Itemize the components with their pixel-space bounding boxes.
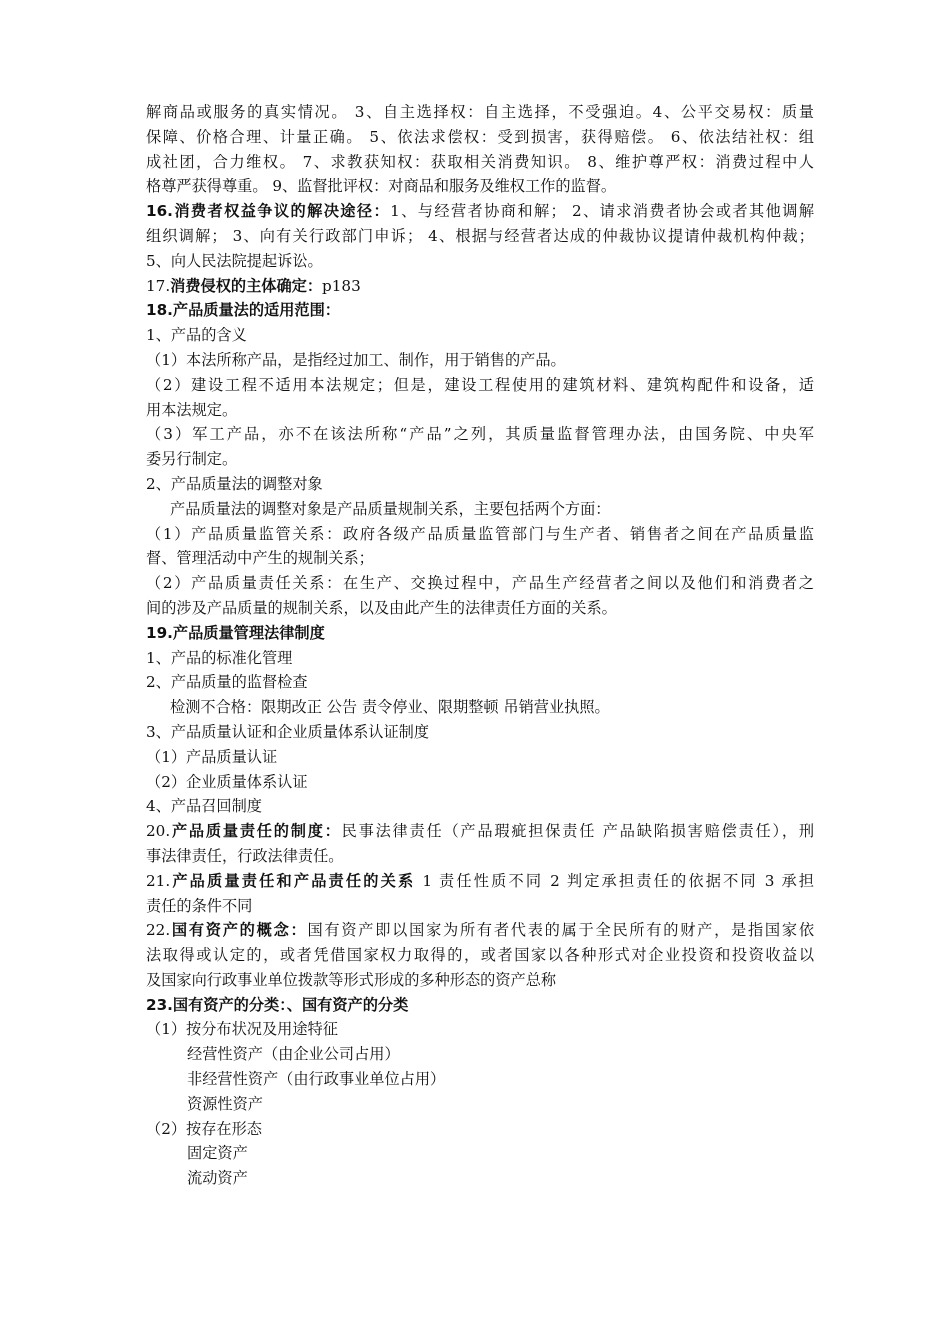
section-title: 产品质量责任和产品责任的关系 <box>170 871 416 890</box>
text-line: 间的涉及产品质量的规制关系，以及由此产生的法律责任方面的关系。 <box>146 598 617 617</box>
section-text: 1、与经营者协商和解； 2、请求消费者协会或者其他调解 <box>390 202 814 221</box>
text-line: （3）军工产品，亦不在该法所称“产品”之列，其质量监督管理办法，由国务院、中央军 <box>146 425 814 444</box>
text-line: （1）本法所称产品，是指经过加工、制作，用于销售的产品。 <box>146 350 566 369</box>
section-number: 23. <box>146 995 173 1014</box>
section-title: 消费者权益争议的解决途径： <box>172 202 391 221</box>
text-line: （2）企业质量体系认证 <box>146 772 308 791</box>
section-heading-20 <box>146 819 814 844</box>
text-line: （2）建设工程不适用本法规定；但是，建设工程使用的建筑材料、建筑构配件和设备，适 <box>146 375 814 394</box>
text-line: 用本法规定。 <box>146 400 238 419</box>
text-line: 5、向人民法院提起诉讼。 <box>146 251 323 270</box>
document-page <box>146 100 814 1191</box>
section-number: 17. <box>146 276 171 295</box>
text-line: 2、产品质量法的调整对象 <box>146 474 323 493</box>
section-text: 国有资产即以国家为所有者代表的属于全民所有的财产，是指国家依 <box>307 921 814 940</box>
text-line: 检测不合格：限期改正 公告 责令停业、限期整顿 吊销营业执照。 <box>170 698 610 717</box>
text-line: 责任的条件不同 <box>146 896 253 915</box>
text-line: 委另行制定。 <box>146 450 238 469</box>
section-title: 产品质量法的适用范围： <box>172 301 340 320</box>
section-title: 国有资产的概念： <box>170 921 308 940</box>
section-heading-22 <box>146 918 814 943</box>
text-line: 格尊严获得尊重。 9、监督批评权：对商品和服务及维权工作的监督。 <box>146 177 617 196</box>
text-line: （1）产品质量认证 <box>146 747 278 766</box>
section-title: 产品质量责任的制度： <box>170 822 342 841</box>
section-heading-18 <box>146 298 814 323</box>
text-line: 成社团，合力维权。 7、求教获知权：获取相关消费知识。 8、维护尊严权：消费过程中人 <box>146 152 814 171</box>
text-line: 保障、价格合理、计量正确。 5、依法求偿权：受到损害，获得赔偿。 6、依法结社权：组 <box>146 127 814 146</box>
text-line: 解商品或服务的真实情况。 3、自主选择权：自主选择，不受强迫。4、公平交易权：质量 <box>146 103 814 121</box>
section-number: 21. <box>146 871 171 890</box>
text-line: 1、产品的含义 <box>146 326 247 345</box>
text-line: 1、产品的标准化管理 <box>146 648 293 667</box>
section-heading-17 <box>146 274 814 299</box>
text-line: （2）产品质量责任关系：在生产、交换过程中，产品生产经营者之间以及他们和消费者之 <box>146 574 814 593</box>
text-line: 及国家向行政事业单位拨款等形式形成的多种形态的资产总称 <box>146 970 557 989</box>
section-heading-21 <box>146 869 814 894</box>
text-line: （1）产品质量监管关系：政府各级产品质量监管部门与生产者、销售者之间在产品质量监 <box>146 524 814 543</box>
text-line: 非经营性资产（由行政事业单位占用） <box>187 1070 446 1089</box>
text-line: 组织调解； 3、向有关行政部门申诉； 4、根据与经营者达成的仲裁协议提请仲裁机构仲裁； <box>146 226 814 245</box>
section-number: 22. <box>146 921 171 940</box>
section-title: 消费侵权的主体确定： <box>170 276 323 295</box>
section-text: 1 责任性质不同 2 判定承担责任的依据不同 3 承担 <box>415 871 814 890</box>
section-text: 民事法律责任（产品瑕疵担保责任 产品缺陷损害赔偿责任），刑 <box>341 822 814 841</box>
text-line: 3、产品质量认证和企业质量体系认证制度 <box>146 722 430 741</box>
section-number: 16. <box>146 202 173 221</box>
section-title: 国有资产的分类：、国有资产的分类 <box>172 995 409 1014</box>
text-line: 4、产品召回制度 <box>146 797 262 816</box>
text-line: 固定资产 <box>187 1144 248 1163</box>
text-line: 流动资产 <box>187 1169 248 1188</box>
text-line: 2、产品质量的监督检查 <box>146 673 308 692</box>
text-line: 资源性资产 <box>187 1094 263 1113</box>
section-number: 18. <box>146 301 173 320</box>
section-heading-16 <box>146 199 814 224</box>
section-number: 19. <box>146 623 173 642</box>
section-text: p183 <box>322 276 361 295</box>
text-line: 督、管理活动中产生的规制关系； <box>146 549 374 568</box>
text-line: 经营性资产（由企业公司占用） <box>187 1045 400 1064</box>
text-line: 产品质量法的调整对象是产品质量规制关系，主要包括两个方面： <box>170 499 611 518</box>
section-number: 20. <box>146 822 171 841</box>
text-line: （1）按分布状况及用途特征 <box>146 1020 338 1039</box>
section-heading-23 <box>146 993 814 1018</box>
section-heading-19 <box>146 621 814 646</box>
text-line: （2）按存在形态 <box>146 1119 262 1138</box>
text-line: 法取得或认定的，或者凭借国家权力取得的，或者国家以各种形式对企业投资和投资收益以 <box>146 946 814 965</box>
section-title: 产品质量管理法律制度 <box>172 623 325 642</box>
text-line: 事法律责任，行政法律责任。 <box>146 846 344 865</box>
